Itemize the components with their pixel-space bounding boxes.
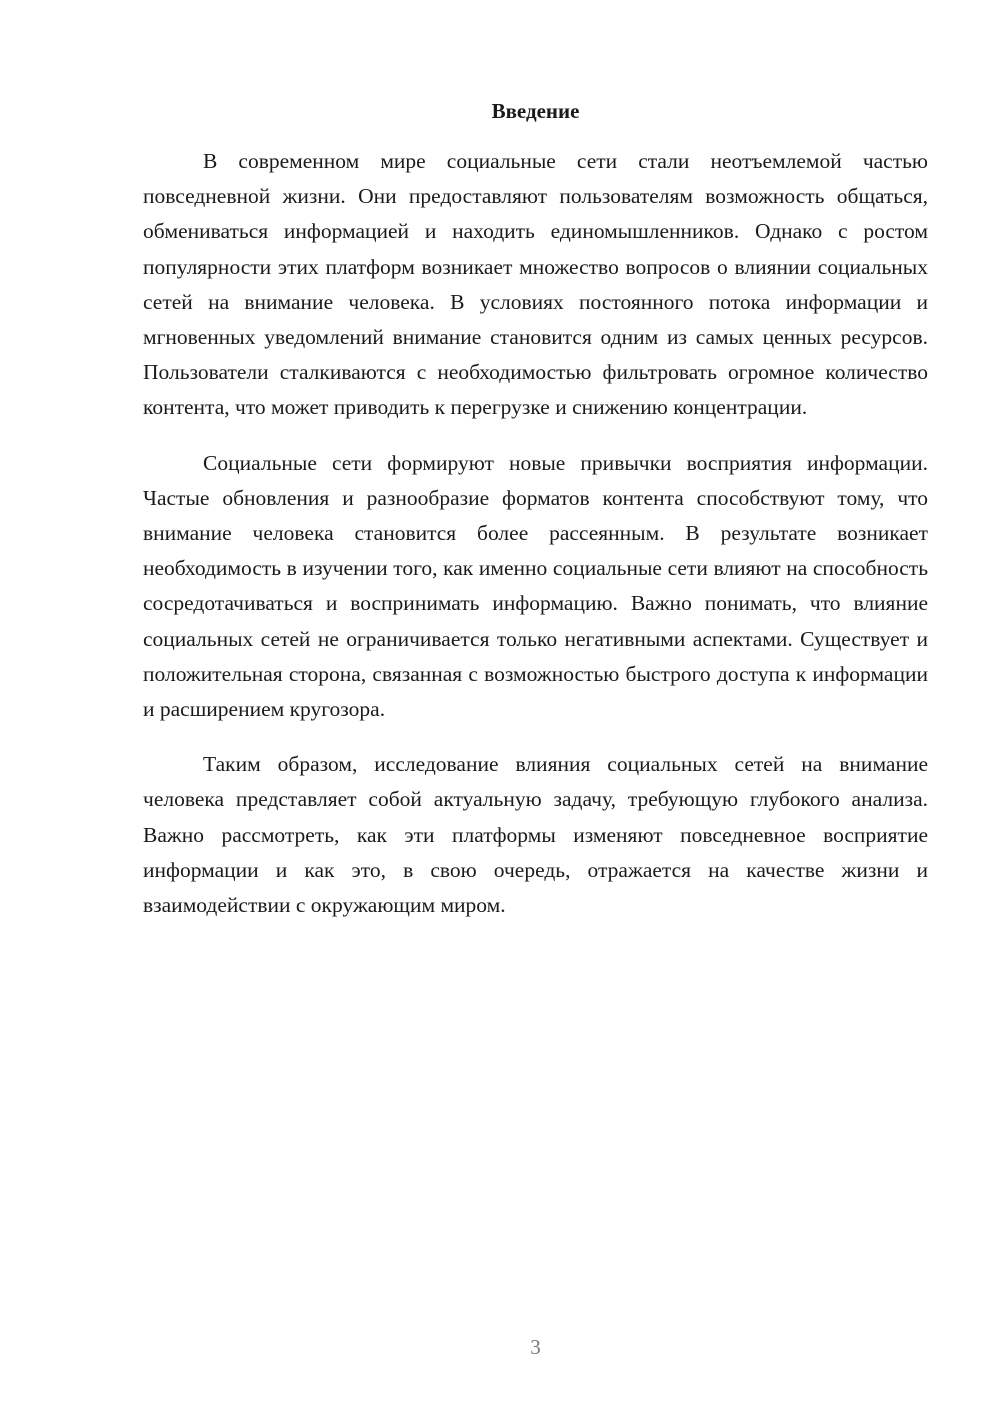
section-title: Введение	[491, 99, 580, 123]
paragraph-1: В современном мире социальные сети стали неотъемлемой частью повседневной жизни. Они предоставляют пользователям возможность общаться, обмениваться информацией и находить единомышленников. Однако с ростом популярности этих платформ возникает множество вопросов о влиянии социальных сетей на внимание человека. В условиях постоянного потока информации и мгновенных уведомлений внимание становится одним из самых ценных ресурсов. Пользователи сталкиваются с необходимостью фильтровать огромное количество контента, что может приводить к перегрузке и снижению концентрации.	[143, 149, 928, 420]
paragraph-2: Социальные сети формируют новые привычки восприятия информации. Частые обновления и разнообразие форматов контента способствуют тому, что внимание человека становится более рассеянным. В результате возникает необходимость в изучении того, как именно социальные сети влияют на способность сосредотачиваться и воспринимать информацию. Важно понимать, что влияние социальных сетей не ограничивается только негативными аспектами. Существует и положительная сторона, связанная с возможностью быстрого доступа к информации и расширением кругозора.	[143, 450, 928, 722]
paragraph-3: Таким образом, исследование влияния социальных сетей на внимание человека представляет собой актуальную задачу, требующую глубокого анализа. Важно рассмотреть, как эти платформы изменяют повседневное восприятие информации и как это, в свою очередь, отражается на качестве жизни и взаимодействии с окружающим миром.	[143, 752, 928, 918]
page-number: 3	[530, 1335, 541, 1359]
body-text	[143, 144, 928, 943]
